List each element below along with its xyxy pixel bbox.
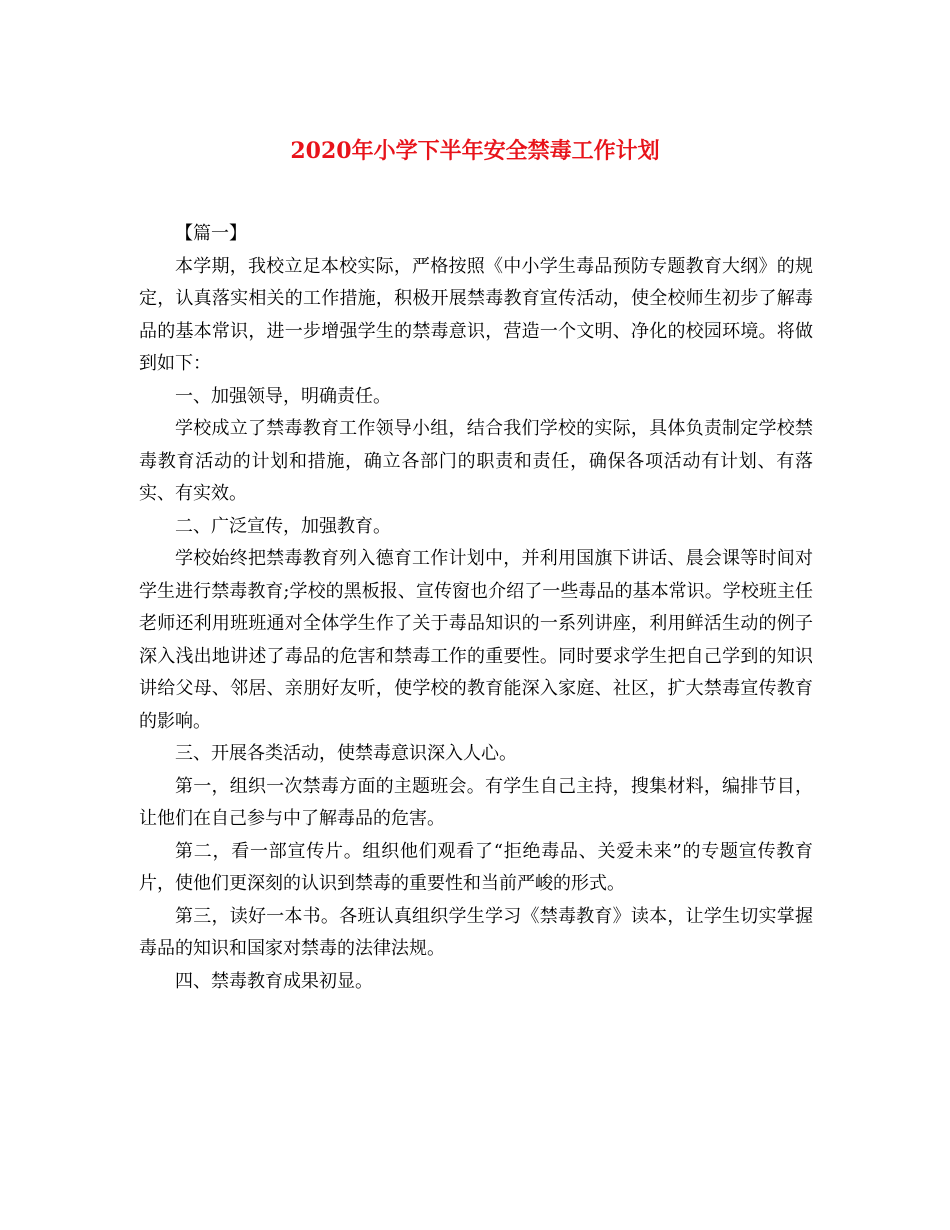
- paragraph-heading-part-one: 【篇一】: [175, 223, 247, 244]
- paragraph-activity-1: 第一，组织一次禁毒方面的主题班会。有学生自己主持，搜集材料，编排节目，让他们在自己参与中了解毒品的危害。: [139, 775, 813, 829]
- paragraph-leadership: 学校成立了禁毒教育工作领导小组，结合我们学校的实际，具体负责制定学校禁毒教育活动的计划和措施，确立各部门的职责和责任，确保各项活动有计划、有落实、有实效。: [139, 418, 813, 504]
- document-title: 2020年小学下半年安全禁毒工作计划: [290, 138, 660, 164]
- paragraph-publicity: 学校始终把禁毒教育列入德育工作计划中，并利用国旗下讲话、晨会课等时间对学生进行禁毒教育;学校的黑板报、宣传窗也介绍了一些毒品的基本常识。学校班主任老师还利用班班通对全体学生作了关于毒品知识的一系列讲座，利用鲜活生动的例子深入浅出地讲述了毒品的危害和禁毒工作的重要性。同时要求学生把自己学到的知识讲给父母、邻居、亲朋好友听，使学校的教育能深入家庭、社区，扩大禁毒宣传教育的影响。: [139, 548, 813, 732]
- section-heading-1: 一、加强领导，明确责任。: [175, 385, 391, 407]
- paragraph-activity-3: 第三，读好一本书。各班认真组织学生学习《禁毒教育》读本，让学生切实掌握毒品的知识和国家对禁毒的法律法规。: [139, 905, 813, 959]
- section-heading-2: 二、广泛宣传，加强教育。: [175, 515, 391, 537]
- paragraph-activity-2: 第二，看一部宣传片。组织他们观看了“拒绝毒品、关爱未来”的专题宣传教育片，使他们更深刻的认识到禁毒的重要性和当前严峻的形式。: [139, 840, 813, 894]
- section-heading-4: 四、禁毒教育成果初显。: [175, 970, 373, 992]
- paragraph-intro: 本学期，我校立足本校实际，严格按照《中小学生毒品预防专题教育大纲》的规定，认真落实相关的工作措施，积极开展禁毒教育宣传活动，使全校师生初步了解毒品的基本常识，进一步增强学生的禁毒意识，营造一个文明、净化的校园环境。将做到如下：: [139, 255, 813, 374]
- section-heading-3: 三、开展各类活动，使禁毒意识深入人心。: [175, 743, 517, 764]
- document-body: [139, 218, 813, 998]
